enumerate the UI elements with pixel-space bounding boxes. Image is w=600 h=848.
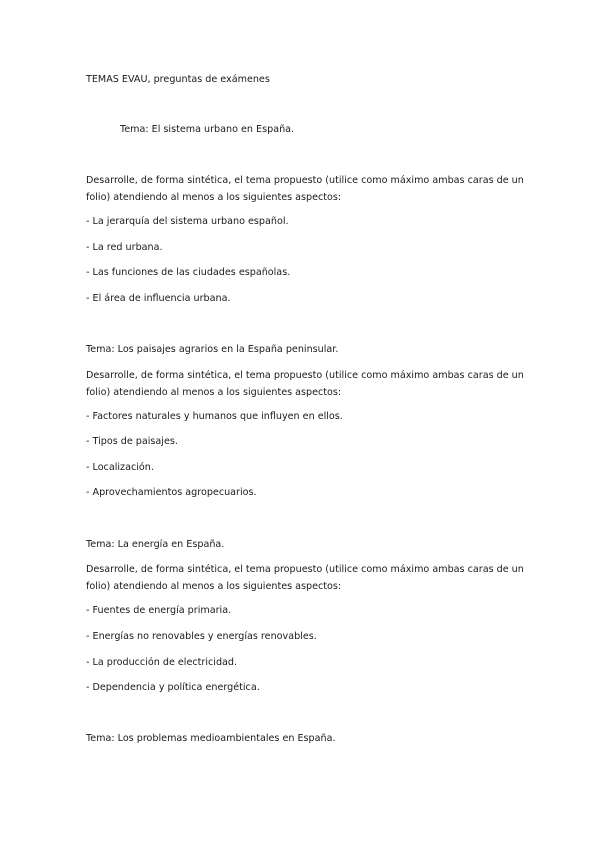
instruction-text: Desarrolle, de forma sintética, el tema propuesto (utilice como máximo ambas caras de un bbox=[86, 370, 524, 381]
topic-title: Tema: Los problemas medioambientales en España. bbox=[86, 733, 336, 744]
aspect-item: - Factores naturales y humanos que influyen en ellos. bbox=[86, 411, 343, 422]
topic-title: Tema: La energía en España. bbox=[86, 539, 225, 550]
instruction-text: Desarrolle, de forma sintética, el tema propuesto (utilice como máximo ambas caras de un bbox=[86, 564, 524, 575]
aspect-item: - Fuentes de energía primaria. bbox=[86, 605, 232, 616]
aspect-item: - El área de influencia urbana. bbox=[86, 293, 231, 304]
aspect-item: - La jerarquía del sistema urbano español. bbox=[86, 216, 289, 227]
document-header: TEMAS EVAU, preguntas de exámenes bbox=[86, 74, 270, 85]
aspect-item: - La red urbana. bbox=[86, 242, 163, 253]
topic-title: Tema: Los paisajes agrarios en la España peninsular. bbox=[86, 344, 339, 355]
instruction-text: folio) atendiendo al menos a los siguientes aspectos: bbox=[86, 192, 342, 203]
aspect-item: - Energías no renovables y energías renovables. bbox=[86, 631, 317, 642]
aspect-item: - La producción de electricidad. bbox=[86, 657, 238, 668]
instruction-text: Desarrolle, de forma sintética, el tema propuesto (utilice como máximo ambas caras de un bbox=[86, 175, 524, 186]
aspect-item: - Aprovechamientos agropecuarios. bbox=[86, 487, 257, 498]
aspect-item: - Las funciones de las ciudades españolas. bbox=[86, 267, 291, 278]
instruction-text: folio) atendiendo al menos a los siguientes aspectos: bbox=[86, 581, 342, 592]
instruction-text: folio) atendiendo al menos a los siguientes aspectos: bbox=[86, 387, 342, 398]
aspect-item: - Tipos de paisajes. bbox=[86, 436, 178, 447]
topic-title: Tema: El sistema urbano en España. bbox=[120, 124, 295, 135]
aspect-item: - Localización. bbox=[86, 462, 154, 473]
aspect-item: - Dependencia y política energética. bbox=[86, 682, 260, 693]
